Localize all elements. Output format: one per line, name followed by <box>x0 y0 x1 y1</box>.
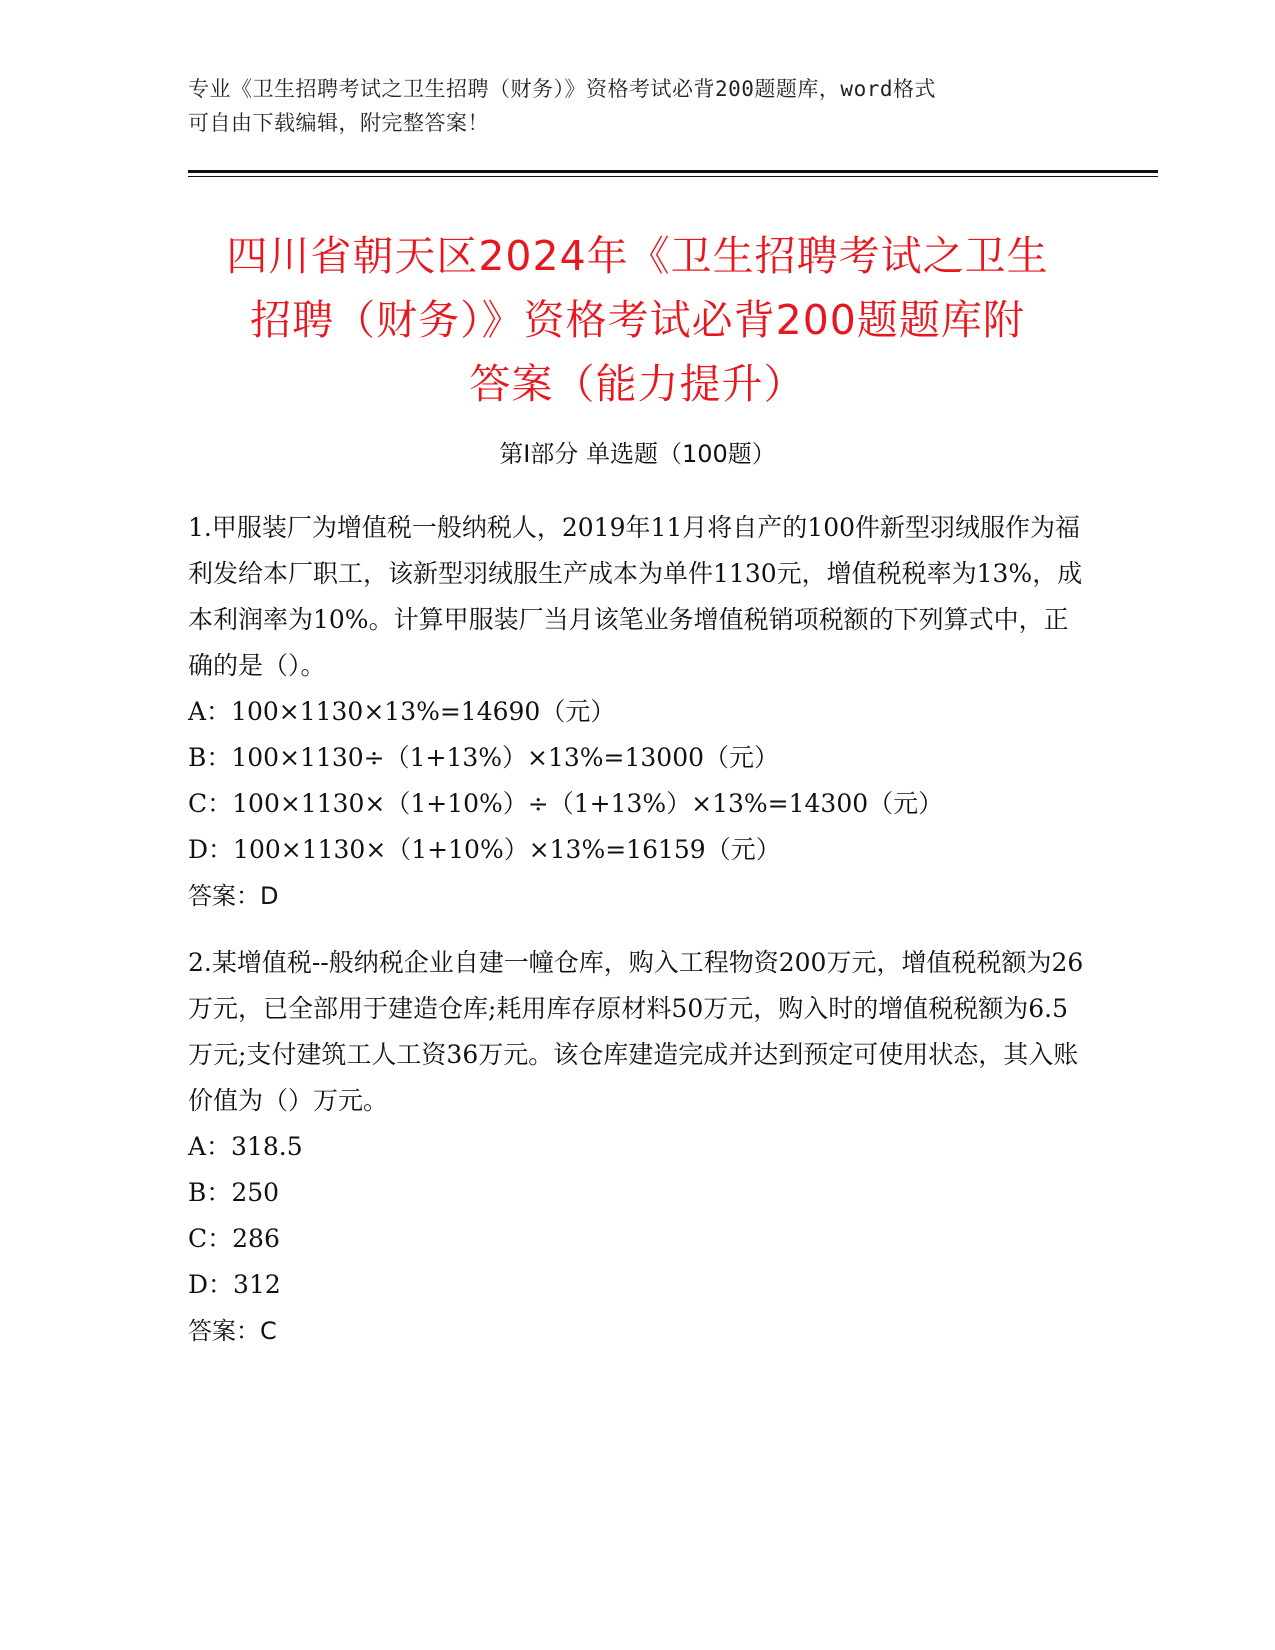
question-stem: 1.甲服装厂为增值税一般纳税人，2019年11月将自产的100件新型羽绒服作为福利发给本厂职工，该新型羽绒服生产成本为单件1130元，增值税税率为13%，成本利润率为10%。计算甲服装厂当月该笔业务增值税销项税额的下列算式中，正确的是（）。 <box>188 513 1083 680</box>
option-b: B：100×1130÷（1+13%）×13%=13000（元） <box>188 743 780 772</box>
title-line-3: 答案（能力提升） <box>469 360 806 408</box>
section-heading: 第Ⅰ部分 单选题（100题） <box>499 440 776 468</box>
header-note-line-1: 专业《卫生招聘考试之卫生招聘（财务）》资格考试必背200题题库，word格式 <box>188 77 936 101</box>
option-c: C：100×1130×（1+10%）÷（1+13%）×13%=14300（元） <box>188 789 944 818</box>
option-d: D：312 <box>188 1270 281 1299</box>
option-d: D：100×1130×（1+10%）×13%=16159（元） <box>188 835 781 864</box>
header-note-line-2: 可自由下载编辑，附完整答案！ <box>188 111 489 135</box>
document-title <box>150 224 1125 416</box>
header-note <box>188 72 1088 140</box>
answer-line: 答案：C <box>188 1317 277 1345</box>
title-line-2: 招聘（财务）》资格考试必背200题题库附 <box>250 296 1025 344</box>
question-1 <box>188 505 1088 919</box>
header-divider-thin <box>188 176 1158 177</box>
header-divider-thick <box>188 170 1158 173</box>
option-c: C：286 <box>188 1224 280 1253</box>
question-stem: 2.某增值税--般纳税企业自建一幢仓库，购入工程物资200万元，增值税税额为26万元，已全部用于建造仓库;耗用库存原材料50万元，购入时的增值税税额为6.5万元;支付建筑工人工资36万元。该仓库建造完成并达到预定可使用状态，其入账价值为（）万元。 <box>188 948 1084 1115</box>
option-a: A：318.5 <box>188 1132 303 1161</box>
option-a: A：100×1130×13%=14690（元） <box>188 697 616 726</box>
option-b: B：250 <box>188 1178 280 1207</box>
answer-line: 答案：D <box>188 882 279 910</box>
question-2 <box>188 940 1088 1354</box>
title-line-1: 四川省朝天区2024年《卫生招聘考试之卫生 <box>226 232 1049 280</box>
